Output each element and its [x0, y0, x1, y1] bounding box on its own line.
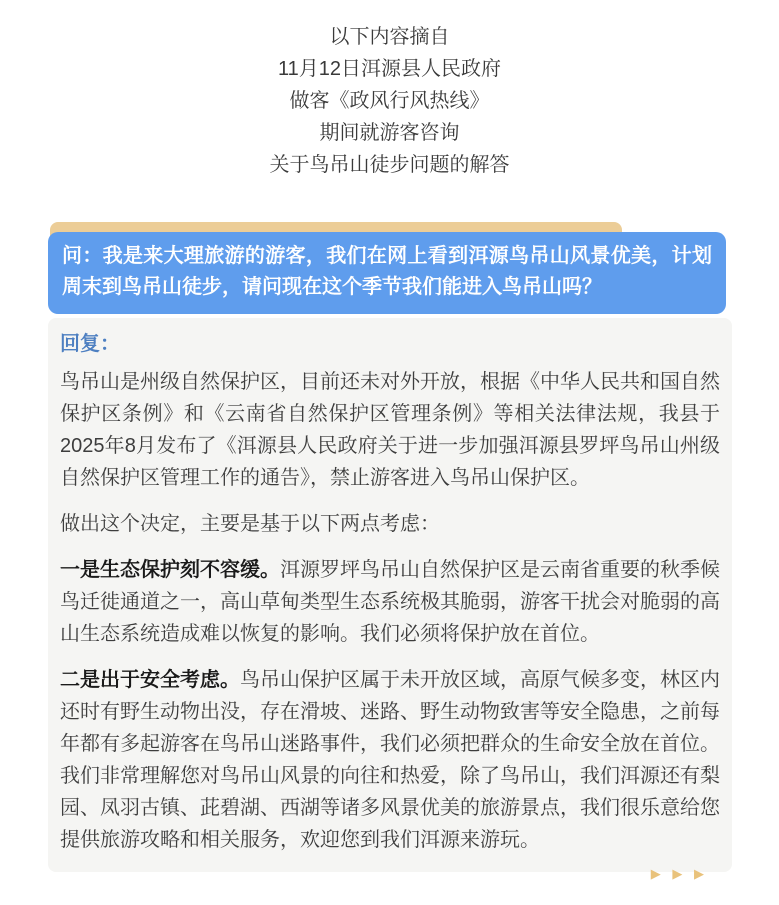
reply-box: [48, 318, 732, 881]
paragraph-text: 做出这个决定，主要是基于以下两点考虑：: [60, 513, 440, 535]
question-banner: [48, 232, 726, 314]
intro-line: 11月12日洱源县人民政府: [277, 58, 501, 80]
paragraph-lead: 二是出于安全考虑。: [60, 669, 240, 691]
paragraph-text: 洱源罗坪鸟吊山自然保护区是云南省重要的秋季候鸟迁徙通道之一，高山草甸类型生态系统极其脆弱，游客干扰会对脆弱的高山生态系统造成难以恢复的影响。我们必须将保护放在首位。: [60, 559, 720, 645]
intro-line: 关于鸟吊山徒步问题的解答: [269, 154, 510, 176]
paragraph-text: 鸟吊山是州级自然保护区，目前还未对外开放，根据《中华人民共和国自然保护区条例》和《云南省自然保护区管理条例》等相关法律法规，我县于2025年8月发布了《洱源县人民政府关于进一步加强洱源县罗坪鸟吊山州级自然保护区管理工作的通告》，禁止游客进入鸟吊山保护区。: [60, 371, 720, 489]
reply-paragraph: [60, 508, 720, 540]
paragraph-text: 鸟吊山保护区属于未开放区域，高原气候多变，林区内还时有野生动物出没，存在滑坡、迷路、野生动物致害等安全隐患，之前每年都有多起游客在鸟吊山迷路事件，我们必须把群众的生命安全放在首位。我们非常理解您对鸟吊山风景的向往和热爱，除了鸟吊山，我们洱源还有梨园、凤羽古镇、茈碧湖、西湖等诸多风景优美的旅游景点，我们很乐意给您提供旅游攻略和相关服务，欢迎您到我们洱源来游玩。: [60, 669, 720, 851]
intro-line: 做客《政风行风热线》: [289, 90, 490, 112]
paragraph-lead: 一是生态保护刻不容缓。: [60, 559, 280, 581]
triple-arrow-icon: ▶ ▶ ▶: [650, 866, 708, 881]
reply-label: 回复：: [60, 333, 120, 355]
intro-header: [0, 21, 779, 181]
reply-paragraph: [60, 366, 720, 494]
reply-paragraph: [60, 554, 720, 650]
question-text: 问：我是来大理旅游的游客，我们在网上看到洱源鸟吊山风景优美，计划周末到鸟吊山徒步，请问现在这个季节我们能进入鸟吊山吗？: [48, 232, 726, 314]
intro-line: 以下内容摘自: [329, 26, 450, 48]
intro-line: 期间就游客咨询: [319, 122, 460, 144]
reply-paragraph: [60, 664, 720, 856]
